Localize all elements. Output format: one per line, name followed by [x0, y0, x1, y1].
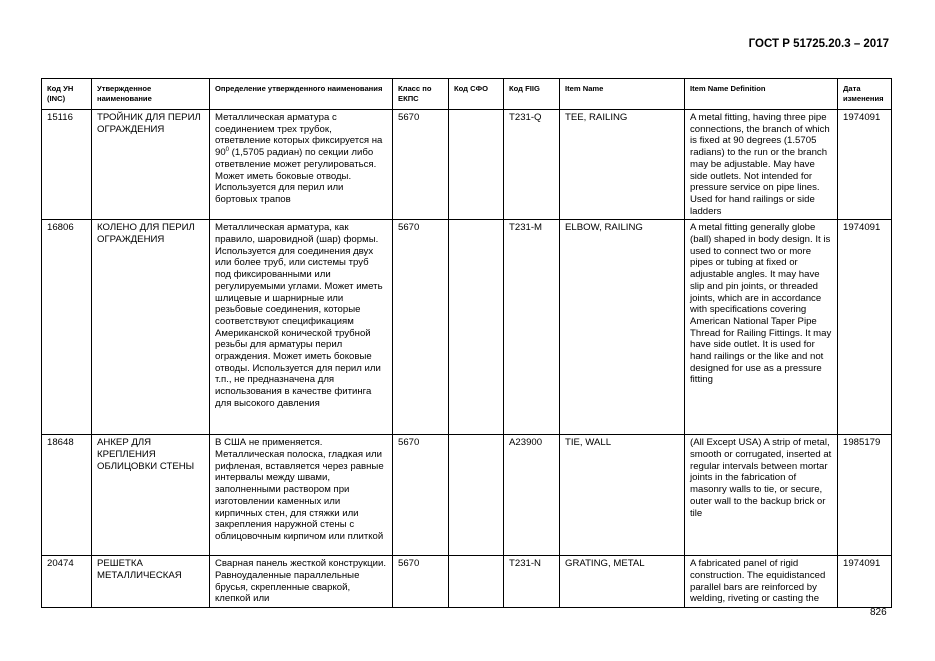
cell-item-name: GRATING, METAL: [560, 556, 685, 608]
degree-superscript: 0: [225, 146, 230, 153]
cell-item-name: TIE, WALL: [560, 435, 685, 556]
table-row: [42, 220, 892, 435]
cell-name-definition: В США не применяется. Металлическая полоска, гладкая или рифленая, вставляется через равные интервалы между швами, заполненными раствором при изготовлении каменных или кирпичных стен, для стяжки или закрепления наружной стены с облицовочным кирпичом или плиткой: [210, 435, 393, 556]
classification-table: [41, 78, 892, 608]
cell-approved-name: РЕШЕТКА МЕТАЛЛИЧЕСКАЯ: [92, 556, 210, 608]
cell-inc: 18648: [42, 435, 92, 556]
cell-ekps-class: 5670: [393, 556, 449, 608]
col-header-name-definition: Определение утвержденного наименования: [210, 79, 393, 110]
cell-inc: 15116: [42, 110, 92, 220]
cell-fiig-code: T231-Q: [504, 110, 560, 220]
definition-text-part: Металлическая арматура с соединением трех трубок, ответвление которых фиксируется на 90: [215, 112, 383, 159]
col-header-approved-name: Утвержденное наименование: [92, 79, 210, 110]
page-number: 826: [870, 607, 887, 618]
cell-name-definition: Сварная панель жесткой конструкции. Равноудаленные параллельные брусья, скрепленные сваркой, клепкой или: [210, 556, 393, 608]
col-header-ekps-class: Класс по ЕКПС: [393, 79, 449, 110]
cell-change-date: 1974091: [838, 220, 892, 435]
cell-item-name: TEE, RAILING: [560, 110, 685, 220]
cell-sfo-code: [449, 556, 504, 608]
table-row: [42, 435, 892, 556]
cell-name-definition: Металлическая арматура, как правило, шаровидной (шар) формы. Используется для соединения двух или более труб, или системы труб под фиксированными или регулируемыми углами. Может иметь шлицевые и шарнирные или резьбовые соединения, которые соответствуют спецификациям Американской конической трубной резьбы для арматуры перил ограждения. Может иметь боковые отводы. Используется для перил или т.п., не предназначена для использования в качестве фитинга для высокого давления: [210, 220, 393, 435]
cell-inc: 16806: [42, 220, 92, 435]
cell-item-name-definition: (All Except USA) A strip of metal, smooth or corrugated, inserted at regular intervals between mortar joints in the fabrication of masonry walls to tie, or secure, outer wall to the backup brick or tile: [685, 435, 838, 556]
col-header-sfo-code: Код СФО: [449, 79, 504, 110]
cell-name-definition: [210, 110, 393, 220]
col-header-item-name-definition: Item Name Definition: [685, 79, 838, 110]
cell-approved-name: АНКЕР ДЛЯ КРЕПЛЕНИЯ ОБЛИЦОВКИ СТЕНЫ: [92, 435, 210, 556]
col-header-change-date: Дата изменения: [838, 79, 892, 110]
table-row: [42, 556, 892, 608]
cell-approved-name: КОЛЕНО ДЛЯ ПЕРИЛ ОГРАЖДЕНИЯ: [92, 220, 210, 435]
cell-inc: 20474: [42, 556, 92, 608]
cell-item-name-definition: A fabricated panel of rigid construction. The equidistanced parallel bars are reinforced by welding, riveting or casting the: [685, 556, 838, 608]
cell-fiig-code: A23900: [504, 435, 560, 556]
cell-item-name-definition: A metal fitting, having three pipe connections, the branch of which is fixed at 90 degrees (1.5705 radians) to the run or the branch may be adjustable. May have side outlets. Not intended for pressure service on pipe lines. Used for hand railings or side ladders: [685, 110, 838, 220]
cell-sfo-code: [449, 435, 504, 556]
definition-text-part: (1,5705 радиан) по секции либо ответвление может регулироваться. Может иметь боковые отводы. Используется для перил или бортовых трапов: [215, 147, 377, 205]
col-header-item-name: Item Name: [560, 79, 685, 110]
cell-ekps-class: 5670: [393, 110, 449, 220]
cell-approved-name: ТРОЙНИК ДЛЯ ПЕРИЛ ОГРАЖДЕНИЯ: [92, 110, 210, 220]
cell-change-date: 1974091: [838, 556, 892, 608]
table-header-row: [42, 79, 892, 110]
cell-sfo-code: [449, 110, 504, 220]
cell-fiig-code: T231-N: [504, 556, 560, 608]
cell-ekps-class: 5670: [393, 220, 449, 435]
cell-change-date: 1974091: [838, 110, 892, 220]
table-row: [42, 110, 892, 220]
cell-item-name: ELBOW, RAILING: [560, 220, 685, 435]
cell-sfo-code: [449, 220, 504, 435]
cell-fiig-code: T231-M: [504, 220, 560, 435]
cell-change-date: 1985179: [838, 435, 892, 556]
cell-item-name-definition: A metal fitting generally globe (ball) shaped in body design. It is used to connect two or more pipes or tubing at fixed or adjustable angles. It may have slip and pin joints, or threaded joints, which are in accordance with specifications covering American National Taper Pipe Thread for Railing Fittings. It may have side outlet. It is used for hand railings or the like and not designed for use as a pressure fitting: [685, 220, 838, 435]
col-header-fiig-code: Код FIIG: [504, 79, 560, 110]
document-header: ГОСТ Р 51725.20.3 – 2017: [748, 38, 889, 50]
col-header-inc: Код УН (INC): [42, 79, 92, 110]
cell-ekps-class: 5670: [393, 435, 449, 556]
